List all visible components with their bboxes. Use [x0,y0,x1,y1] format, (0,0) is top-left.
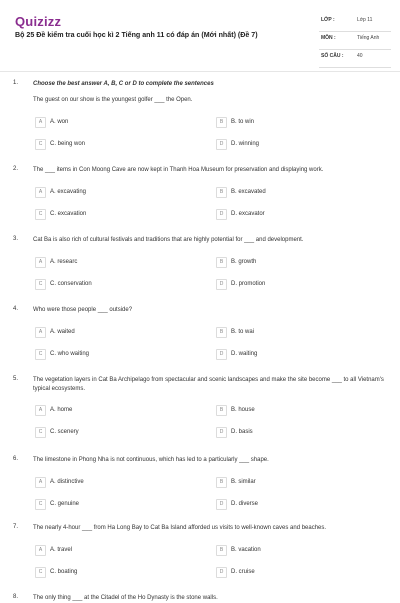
option-text: A. distinctive [50,479,84,485]
question-number: 1. [13,80,19,86]
option-letter-box: C [35,499,46,510]
option-text: B. house [231,407,255,413]
meta-label: LỚP : [321,17,335,23]
question-number: 3. [13,236,19,242]
option-text: D. cruise [231,569,255,575]
question-number: 2. [13,166,19,172]
option-letter-box: D [216,279,227,290]
question-text: The nearly 4-hour ___ from Ha Long Bay to Cat Ba Island afforded us visits to well-known caves and beaches. [33,525,327,531]
question-text: The vegetation layers in Cat Ba Archipelago from spectacular and scenic landscapes and make the site become ___ to all Vietnam's typical ecosystems. [33,377,384,392]
option-letter-box: B [216,187,227,198]
option-text: B. vacation [231,547,261,553]
option-letter-box: A [35,405,46,416]
option-letter-box: A [35,477,46,488]
meta-value: Lớp 11 [357,17,373,23]
option-text: B. growth [231,259,257,265]
question-number: 6. [13,456,19,462]
option-text: D. winning [231,141,260,147]
question-text: The ___ items in Con Moong Cave are now kept in Thanh Hoa Museum for preservation and displaying work. [33,167,324,173]
option-text: A. home [50,407,73,413]
option-letter-box: A [35,545,46,556]
question-text: Who were those people ___ outside? [33,307,133,313]
option-text: C. scenery [50,429,79,435]
option-text: B. to wai [231,329,255,335]
option-text: D. diverse [231,501,259,507]
option-letter-box: C [35,279,46,290]
meta-label: SỐ CÂU : [321,53,344,59]
option-letter-box: B [216,117,227,128]
question-number: 5. [13,376,19,382]
option-letter-box: D [216,209,227,220]
option-letter-box: B [216,405,227,416]
question-number: 7. [13,524,19,530]
option-letter-box: A [35,257,46,268]
option-letter-box: A [35,117,46,128]
section-instruction: Choose the best answer A, B, C or D to complete the sentences [33,81,214,87]
option-letter-box: C [35,567,46,578]
quizizz-logo: Quizizz [15,14,62,29]
option-letter-box: D [216,349,227,360]
option-text: C. excavation [50,211,87,217]
option-text: B. similar [231,479,256,485]
option-text: B. to win [231,119,255,125]
option-text: A. travel [50,547,73,553]
option-text: C. boating [50,569,78,575]
option-text: A. won [50,119,69,125]
meta-row-count [319,50,391,68]
meta-label: MÔN : [321,35,336,41]
option-text: B. excavated [231,189,266,195]
meta-row-subject [319,32,391,50]
meta-row-class [319,14,391,32]
option-letter-box: C [35,427,46,438]
option-letter-box: B [216,257,227,268]
document-title: Bộ 25 Đề kiểm tra cuối học kì 2 Tiếng anh 11 có đáp án (Mới nhất) (Đề 7) [15,31,258,39]
question-number: 8. [13,594,19,600]
question-text: The limestone in Phong Nha is not continuous, which has led to a particularly ___ shape. [33,457,269,463]
question-text: The guest on our show is the youngest golfer ___ the Open. [33,97,193,103]
option-text: A. waited [50,329,75,335]
option-text: D. excavator [231,211,265,217]
option-text: C. conservation [50,281,92,287]
option-letter-box: B [216,477,227,488]
option-letter-box: D [216,499,227,510]
header-divider [0,71,400,72]
option-letter-box: A [35,327,46,338]
meta-value: 40 [357,53,363,59]
option-letter-box: C [35,139,46,150]
question-number: 4. [13,306,19,312]
option-text: C. being won [50,141,86,147]
option-letter-box: A [35,187,46,198]
meta-value: Tiếng Anh [357,35,380,41]
question-text: The only thing ___ at the Citadel of the Ho Dynasty is the stone walls. [33,595,218,601]
option-letter-box: C [35,209,46,220]
option-letter-box: C [35,349,46,360]
option-letter-box: D [216,427,227,438]
option-text: A. researc [50,259,78,265]
option-text: D. waiting [231,351,258,357]
option-text: A. excavating [50,189,87,195]
option-letter-box: B [216,545,227,556]
option-letter-box: B [216,327,227,338]
option-text: D. promotion [231,281,266,287]
meta-table [319,14,391,68]
option-text: C. who waiting [50,351,90,357]
option-letter-box: D [216,139,227,150]
option-text: C. genuine [50,501,80,507]
option-text: D. basis [231,429,253,435]
option-letter-box: D [216,567,227,578]
question-text: Cat Ba is also rich of cultural festivals and traditions that are highly potential for ___ and development. [33,237,304,243]
